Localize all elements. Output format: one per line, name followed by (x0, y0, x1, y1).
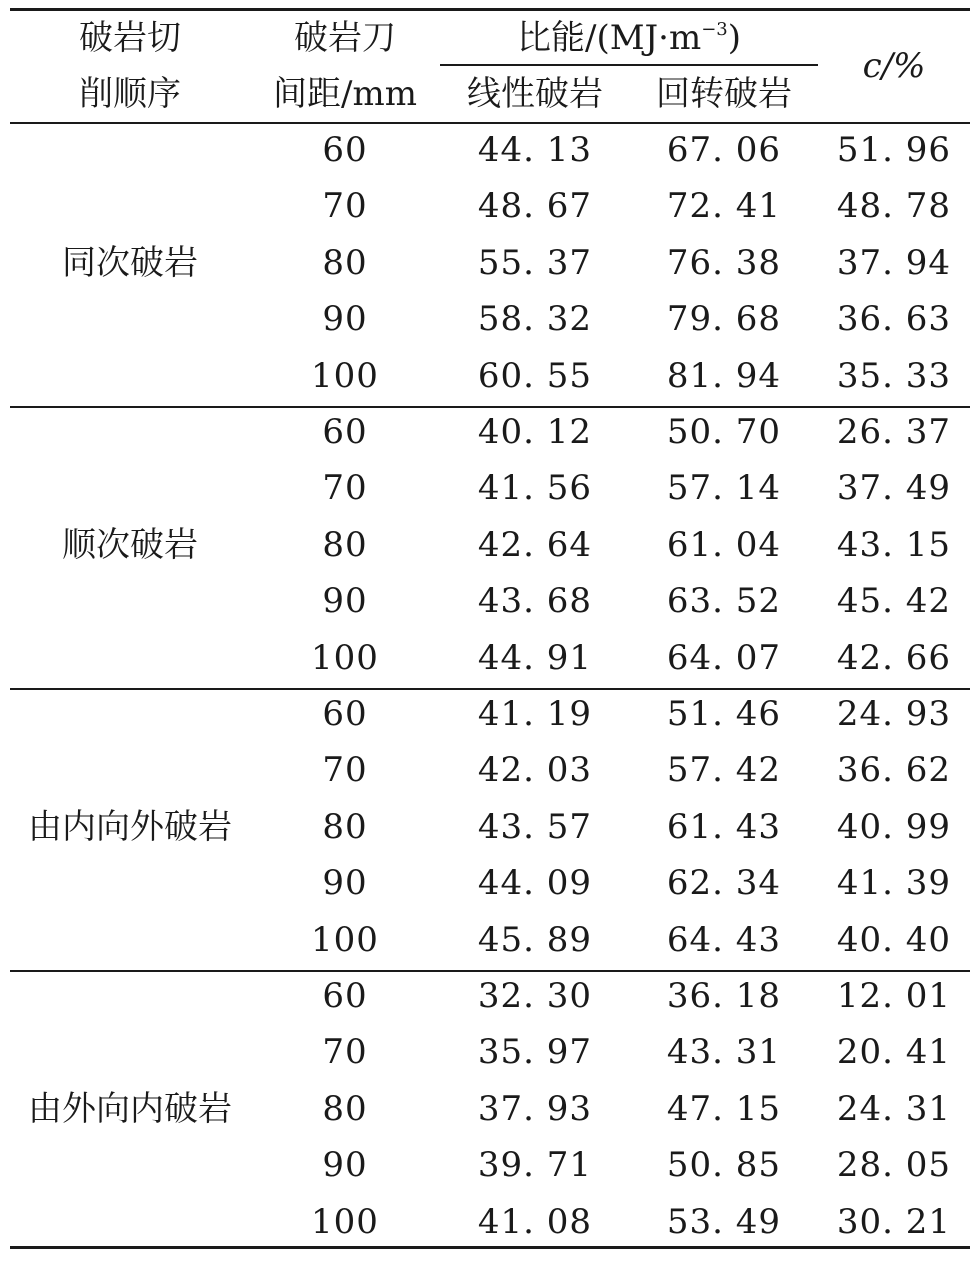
cell-linear-energy: 48. 67 (477, 186, 593, 227)
cell-c-percent: 37. 94 (836, 242, 952, 283)
group-divider-rule (10, 970, 970, 972)
header-spacing-line1: 破岩刀 (294, 18, 396, 58)
cell-spacing: 80 (322, 242, 368, 283)
cell-rotary-energy: 57. 14 (666, 468, 782, 509)
cell-linear-energy: 43. 68 (477, 581, 593, 622)
cell-rotary-energy: 62. 34 (666, 863, 782, 904)
cell-spacing: 60 (322, 130, 368, 170)
top-rule (10, 8, 970, 11)
cell-c-percent: 48. 78 (836, 186, 952, 227)
cell-c-percent: 35. 33 (836, 355, 952, 396)
header-rule (10, 122, 970, 124)
header-order-line1: 破岩切 (79, 18, 181, 58)
cell-linear-energy: 44. 09 (477, 863, 593, 904)
cell-rotary-energy: 79. 68 (666, 299, 782, 340)
group-divider-rule (10, 406, 970, 408)
cell-rotary-energy: 57. 42 (666, 750, 782, 791)
cell-c-percent: 40. 40 (836, 919, 952, 960)
group-order-label: 由内向外破岩 (28, 806, 232, 847)
cell-rotary-energy: 47. 15 (666, 1088, 782, 1129)
cell-rotary-energy: 64. 07 (666, 637, 782, 678)
cell-spacing: 60 (322, 976, 368, 1016)
cell-rotary-energy: 81. 94 (666, 355, 782, 396)
cell-c-percent: 24. 31 (836, 1088, 952, 1129)
cell-spacing: 100 (311, 355, 379, 396)
cell-rotary-energy: 61. 04 (666, 524, 782, 565)
cell-c-percent: 28. 05 (836, 1145, 952, 1186)
cell-linear-energy: 32. 30 (477, 976, 593, 1016)
cell-rotary-energy: 63. 52 (666, 581, 782, 622)
cell-spacing: 70 (322, 186, 368, 227)
group-divider-rule (10, 688, 970, 690)
cell-rotary-energy: 64. 43 (666, 919, 782, 960)
cell-c-percent: 37. 49 (836, 468, 952, 509)
cell-rotary-energy: 36. 18 (666, 976, 782, 1016)
cell-rotary-energy: 43. 31 (666, 1032, 782, 1073)
cell-c-percent: 26. 37 (836, 412, 952, 452)
cell-c-percent: 24. 93 (836, 694, 952, 734)
cell-c-percent: 12. 01 (836, 976, 952, 1016)
cell-spacing: 80 (322, 524, 368, 565)
cell-spacing: 70 (322, 1032, 368, 1073)
cell-spacing: 100 (311, 637, 379, 678)
cell-spacing: 100 (311, 1201, 379, 1242)
cell-linear-energy: 55. 37 (477, 242, 593, 283)
group-order-label: 同次破岩 (62, 242, 198, 283)
header-linear-cutting: 线性破岩 (467, 74, 603, 114)
cell-c-percent: 51. 96 (836, 130, 952, 170)
cell-c-percent: 30. 21 (836, 1201, 952, 1242)
cell-spacing: 80 (322, 1088, 368, 1129)
cell-linear-energy: 40. 12 (477, 412, 593, 452)
cell-spacing: 60 (322, 412, 368, 452)
header-c-percent: c/% (862, 46, 926, 86)
header-specific-energy (440, 18, 818, 58)
cell-c-percent: 40. 99 (836, 806, 952, 847)
cell-spacing: 100 (311, 919, 379, 960)
header-specific-energy-suffix: ) (727, 18, 742, 58)
cell-spacing: 80 (322, 806, 368, 847)
cell-spacing: 60 (322, 694, 368, 734)
cell-c-percent: 20. 41 (836, 1032, 952, 1073)
cell-linear-energy: 37. 93 (477, 1088, 593, 1129)
cell-rotary-energy: 76. 38 (666, 242, 782, 283)
cell-rotary-energy: 61. 43 (666, 806, 782, 847)
bottom-rule (10, 1246, 970, 1249)
cell-linear-energy: 43. 57 (477, 806, 593, 847)
cell-linear-energy: 58. 32 (477, 299, 593, 340)
group-subheader-rule (440, 64, 818, 66)
header-spacing-line2: 间距/mm (273, 74, 417, 114)
cell-rotary-energy: 50. 70 (666, 412, 782, 452)
group-order-label: 由外向内破岩 (28, 1088, 232, 1129)
cell-spacing: 90 (322, 581, 368, 622)
cell-rotary-energy: 72. 41 (666, 186, 782, 227)
cell-linear-energy: 42. 03 (477, 750, 593, 791)
cell-spacing: 70 (322, 468, 368, 509)
cell-c-percent: 41. 39 (836, 863, 952, 904)
cell-spacing: 70 (322, 750, 368, 791)
cell-linear-energy: 42. 64 (477, 524, 593, 565)
cell-linear-energy: 39. 71 (477, 1145, 593, 1186)
cell-linear-energy: 41. 19 (477, 694, 593, 734)
group-order-label: 顺次破岩 (62, 524, 198, 565)
cell-linear-energy: 41. 56 (477, 468, 593, 509)
header-order-line2: 削顺序 (79, 74, 181, 114)
cell-linear-energy: 44. 13 (477, 130, 593, 170)
cell-linear-energy: 44. 91 (477, 637, 593, 678)
cell-linear-energy: 41. 08 (477, 1201, 593, 1242)
cell-linear-energy: 35. 97 (477, 1032, 593, 1073)
cell-c-percent: 45. 42 (836, 581, 952, 622)
header-rotary-cutting: 回转破岩 (656, 74, 792, 114)
cell-rotary-energy: 53. 49 (666, 1201, 782, 1242)
cell-spacing: 90 (322, 863, 368, 904)
cell-spacing: 90 (322, 299, 368, 340)
header-specific-energy-prefix: 比能/(MJ·m (516, 18, 702, 58)
cell-spacing: 90 (322, 1145, 368, 1186)
cell-c-percent: 36. 63 (836, 299, 952, 340)
cell-rotary-energy: 51. 46 (666, 694, 782, 734)
cell-c-percent: 43. 15 (836, 524, 952, 565)
cell-c-percent: 36. 62 (836, 750, 952, 791)
cell-rotary-energy: 50. 85 (666, 1145, 782, 1186)
header-specific-energy-exponent: −3 (701, 19, 728, 40)
cell-rotary-energy: 67. 06 (666, 130, 782, 170)
cell-linear-energy: 45. 89 (477, 919, 593, 960)
cell-c-percent: 42. 66 (836, 637, 952, 678)
cell-linear-energy: 60. 55 (477, 355, 593, 396)
